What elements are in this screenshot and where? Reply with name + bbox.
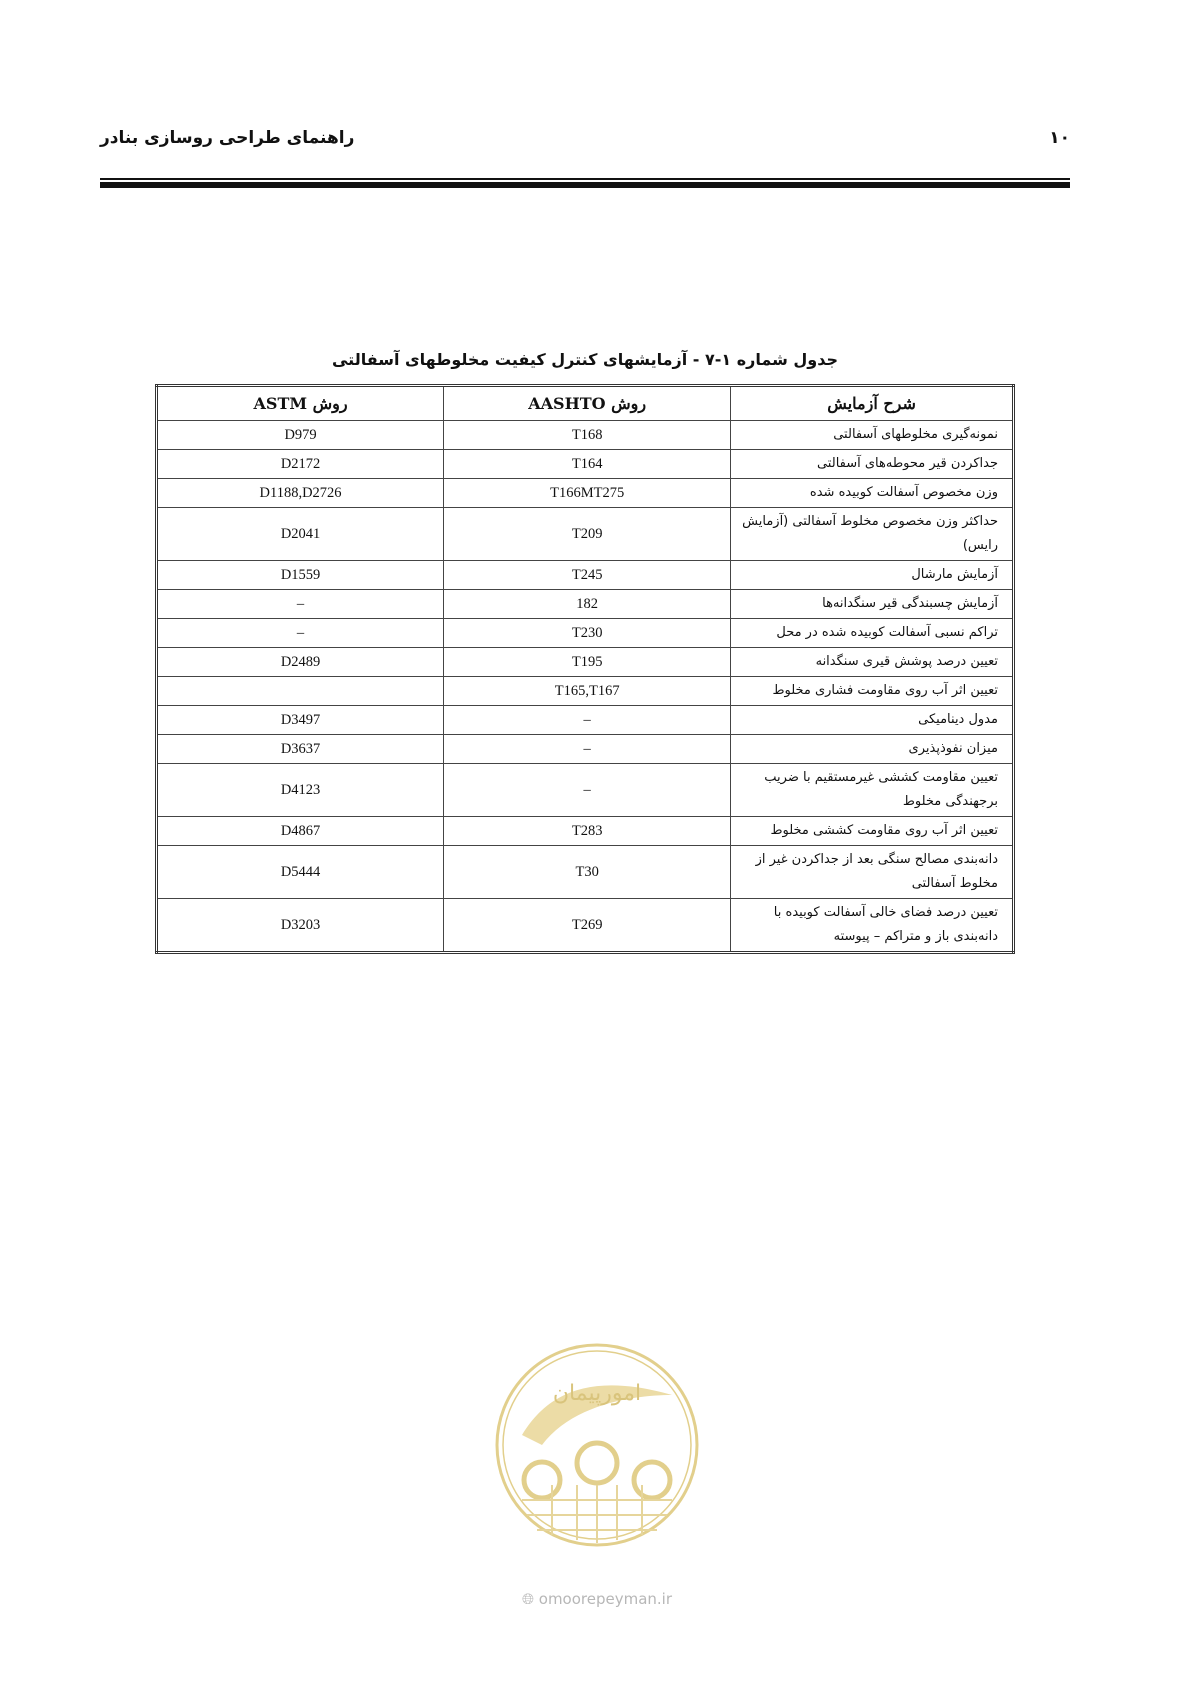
cell-astm: D4867 <box>157 817 444 846</box>
table-row <box>157 619 1014 648</box>
table-row <box>157 706 1014 735</box>
column-header-astm: روش ASTM <box>157 386 444 421</box>
cell-astm: D2041 <box>157 508 444 561</box>
cell-astm <box>157 677 444 706</box>
cell-description: تعیین مقاومت کششی غیرمستقیم با ضریب برجهندگی مخلوط <box>731 764 1014 817</box>
cell-astm: D5444 <box>157 846 444 899</box>
page-header <box>100 128 1070 168</box>
table-caption: جدول شماره ۱-۷ - آزمایشهای کنترل کیفیت مخلوطهای آسفالتی <box>331 350 839 369</box>
column-header-description: شرح آزمایش <box>731 386 1014 421</box>
quality-control-tests-table <box>155 384 1015 954</box>
globe-icon: 🌐︎ <box>521 1590 534 1608</box>
cell-aashto: T269 <box>444 899 731 953</box>
cell-description: تعیین اثر آب روی مقاومت کششی مخلوط <box>731 817 1014 846</box>
table-row <box>157 508 1014 561</box>
table-row <box>157 817 1014 846</box>
cell-description: وزن مخصوص آسفالت کوبیده شده <box>731 479 1014 508</box>
cell-astm: D3637 <box>157 735 444 764</box>
cell-description: مدول دینامیکی <box>731 706 1014 735</box>
cell-aashto: T230 <box>444 619 731 648</box>
cell-description: دانه‌بندی مصالح سنگی بعد از جداکردن غیر از مخلوط آسفالتی <box>731 846 1014 899</box>
table-row <box>157 846 1014 899</box>
header-rule-thick <box>100 182 1070 188</box>
cell-astm: D3203 <box>157 899 444 953</box>
cell-description: تراکم نسبی آسفالت کوبیده شده در محل <box>731 619 1014 648</box>
cell-description: میزان نفوذپذیری <box>731 735 1014 764</box>
cell-astm: D4123 <box>157 764 444 817</box>
cell-description: نمونه‌گیری مخلوطهای آسفالتی <box>731 421 1014 450</box>
cell-astm: – <box>157 619 444 648</box>
watermark-site-label: omoorepeyman.ir <box>538 1590 673 1608</box>
table-row <box>157 421 1014 450</box>
cell-description: جداکردن قیر محوطه‌های آسفالتی <box>731 450 1014 479</box>
table-row <box>157 479 1014 508</box>
cell-description: آزمایش مارشال <box>731 561 1014 590</box>
page-number: ۱۰ <box>1049 128 1070 148</box>
cell-aashto: T245 <box>444 561 731 590</box>
cell-aashto: T165,T167 <box>444 677 731 706</box>
cell-aashto: T168 <box>444 421 731 450</box>
cell-description: آزمایش چسبندگی قیر سنگدانه‌ها <box>731 590 1014 619</box>
table-container <box>155 384 1015 954</box>
cell-description: حداکثر وزن مخصوص مخلوط آسفالتی (آزمایش رایس) <box>731 508 1014 561</box>
cell-aashto: T283 <box>444 817 731 846</box>
header-rule-thin <box>100 178 1070 180</box>
cell-aashto: – <box>444 706 731 735</box>
table-row <box>157 561 1014 590</box>
logo-text: امورپیمان <box>552 1381 642 1406</box>
cell-description: تعیین درصد فضای خالی آسفالت کوبیده با دانه‌بندی باز و متراکم – پیوسته <box>731 899 1014 953</box>
cell-aashto: 182 <box>444 590 731 619</box>
omoorepeyman-logo <box>482 1325 712 1585</box>
table-row <box>157 677 1014 706</box>
cell-astm: D1559 <box>157 561 444 590</box>
table-row <box>157 590 1014 619</box>
table-header-row <box>157 386 1014 421</box>
cell-aashto: T195 <box>444 648 731 677</box>
cell-astm: D3497 <box>157 706 444 735</box>
cell-aashto: T209 <box>444 508 731 561</box>
cell-description: تعیین درصد پوشش قیری سنگدانه <box>731 648 1014 677</box>
cell-aashto: T30 <box>444 846 731 899</box>
cell-aashto: – <box>444 735 731 764</box>
cell-aashto: T164 <box>444 450 731 479</box>
table-row <box>157 764 1014 817</box>
cell-astm: D1188,D2726 <box>157 479 444 508</box>
watermark-site <box>482 1590 712 1608</box>
column-header-aashto: روش AASHTO <box>444 386 731 421</box>
cell-description: تعیین اثر آب روی مقاومت فشاری مخلوط <box>731 677 1014 706</box>
cell-aashto: T166MT275 <box>444 479 731 508</box>
table-row <box>157 648 1014 677</box>
table-row <box>157 450 1014 479</box>
table-row <box>157 735 1014 764</box>
cell-astm: – <box>157 590 444 619</box>
table-body <box>157 421 1014 953</box>
cell-aashto: – <box>444 764 731 817</box>
table-row <box>157 899 1014 953</box>
running-title: راهنمای طراحی روسازی بنادر <box>100 128 355 148</box>
cell-astm: D979 <box>157 421 444 450</box>
cell-astm: D2172 <box>157 450 444 479</box>
cell-astm: D2489 <box>157 648 444 677</box>
